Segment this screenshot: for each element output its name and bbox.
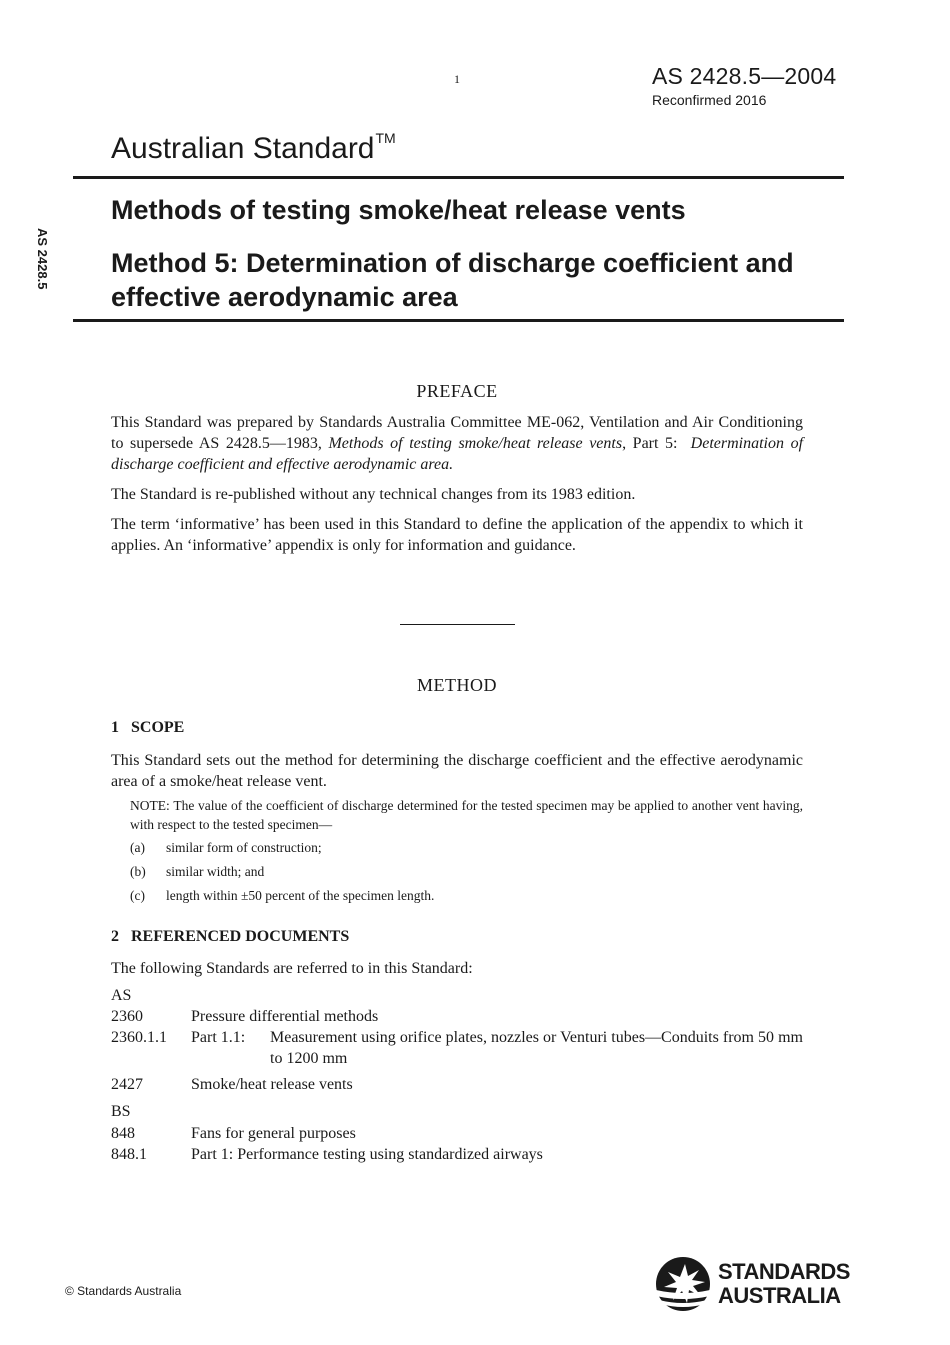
copyright-notice: © Standards Australia xyxy=(65,1284,182,1298)
scope-paragraph: This Standard sets out the method for determining the discharge coefficient and the effective aerodynamic area of a smoke/heat release vent. xyxy=(111,752,803,790)
preface-paragraph-2: The Standard is re-published without any technical changes from its 1983 edition. xyxy=(111,486,636,503)
ref-group-bs: BS xyxy=(111,1103,131,1120)
document-subtitle: Method 5: Determination of discharge coefficient and effective aerodynamic area xyxy=(111,248,794,312)
document-title: Methods of testing smoke/heat release vents xyxy=(111,195,686,225)
bottom-rule xyxy=(73,319,844,322)
ref-entry xyxy=(111,1074,353,1095)
ref-entry xyxy=(111,1123,356,1144)
scope-note: NOTE: The value of the coefficient of discharge determined for the tested specimen may be applied to another vent having, with respect to the tested specimen— xyxy=(130,798,803,832)
standards-australia-logo-icon xyxy=(655,1256,711,1312)
brand-title xyxy=(111,130,396,166)
preface-p1-title: Methods of testing smoke/heat release vents xyxy=(328,435,623,452)
ref-part: Part 1.1: xyxy=(191,1029,246,1046)
ref-group-as: AS xyxy=(111,987,132,1004)
ref-entry xyxy=(111,1006,378,1027)
preface-p1-part: , Part 5: xyxy=(622,435,691,452)
preface-p1-part-title: Determination of discharge coefficient and effective aerodynamic area. xyxy=(111,435,804,473)
ref-code: 848.1 xyxy=(111,1146,147,1163)
note-item xyxy=(130,862,264,881)
note-item-text: similar width; and xyxy=(166,864,265,879)
method-heading: METHOD xyxy=(417,675,497,695)
referenced-documents-intro: The following Standards are referred to in this Standard: xyxy=(111,960,473,977)
note-item-label: (b) xyxy=(130,864,146,879)
note-item-label: (c) xyxy=(130,888,145,903)
ref-code: 2360.1.1 xyxy=(111,1029,167,1046)
standards-australia-logo xyxy=(655,1256,855,1312)
spine-label: AS 2428.5 xyxy=(35,228,50,290)
ref-entry xyxy=(111,1027,803,1069)
preface-paragraph-3: The term ‘informative’ has been used in this Standard to define the application of the appendix to which it applies. An ‘informative’ appendix is only for information and guidance. xyxy=(111,516,803,554)
ref-title: Fans for general purposes xyxy=(191,1125,356,1142)
scope-heading: 1 SCOPE xyxy=(111,719,185,736)
ref-code: 848 xyxy=(111,1125,135,1142)
preface-heading: PREFACE xyxy=(416,381,498,401)
page-number: 1 xyxy=(454,72,460,86)
referenced-documents-heading: 2 REFERENCED DOCUMENTS xyxy=(111,928,350,945)
brand-name: Australian Standard xyxy=(111,132,375,165)
ref-title: Smoke/heat release vents xyxy=(191,1076,353,1093)
note-item-label: (a) xyxy=(130,840,145,855)
logo-text-line-2: AUSTRALIA xyxy=(718,1283,841,1308)
ref-code: 2427 xyxy=(111,1076,143,1093)
ref-title: Measurement using orifice plates, nozzles or Venturi tubes—Conduits from 50 mm to 1200 mm xyxy=(270,1029,803,1067)
reconfirmed-label: Reconfirmed 2016 xyxy=(652,92,767,108)
trademark-mark: TM xyxy=(375,130,396,146)
top-rule xyxy=(73,176,844,179)
standard-code: AS 2428.5—2004 xyxy=(652,63,837,89)
preface-paragraph-1 xyxy=(111,412,803,475)
logo-text-line-1: STANDARDS xyxy=(718,1259,850,1284)
ref-title: Part 1: Performance testing using standardized airways xyxy=(191,1146,543,1163)
ref-code: 2360 xyxy=(111,1008,143,1025)
section-separator xyxy=(400,624,515,625)
ref-title: Pressure differential methods xyxy=(191,1008,379,1025)
ref-entry xyxy=(111,1144,543,1165)
note-item-text: length within ±50 percent of the specimen length. xyxy=(166,888,435,903)
note-item xyxy=(130,886,434,905)
note-item-text: similar form of construction; xyxy=(166,840,322,855)
note-item xyxy=(130,838,322,857)
preface-p1-text: This Standard was prepared by Standards Australia Committee ME-062, Ventilation and Air Conditioning to supersede AS 2428.5—1983, xyxy=(111,414,803,452)
